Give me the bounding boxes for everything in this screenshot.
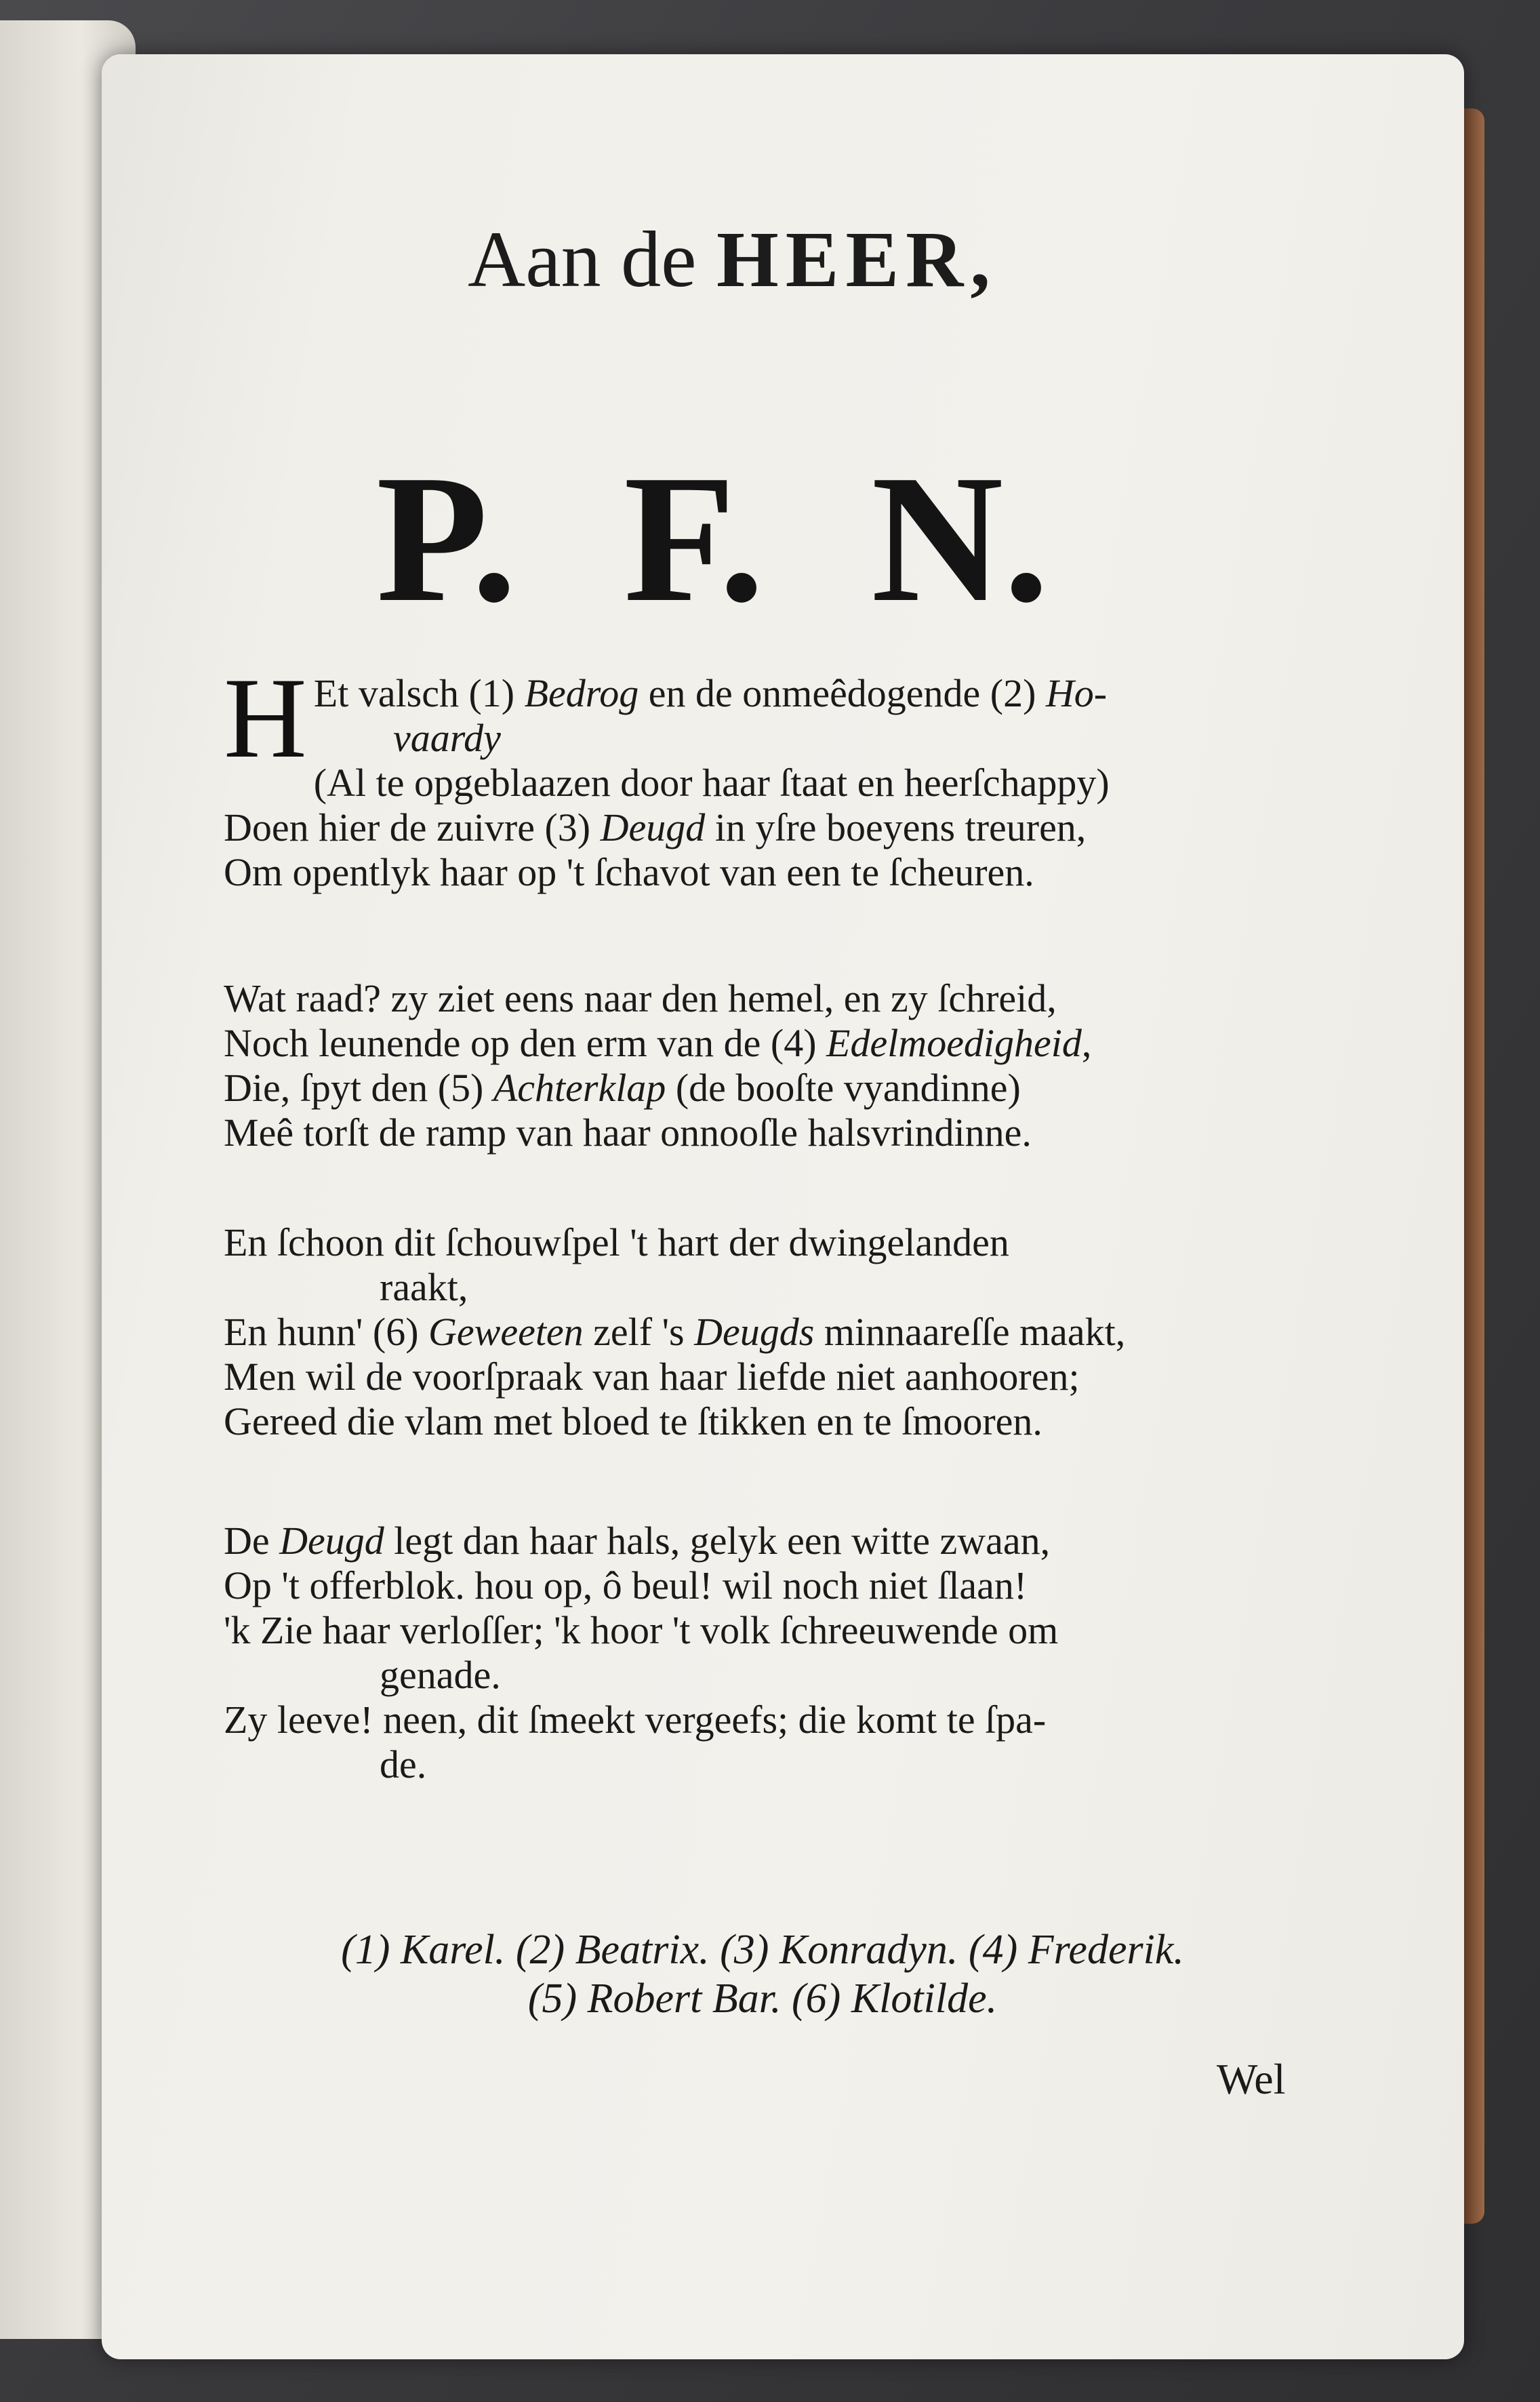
footnote-line: (5) Robert Bar. (6) Klotilde. [527,1976,998,2022]
heading-name: HEER, [716,215,997,304]
footnote-line: (1) Karel. (2) Beatrix. (3) Konradyn. (4) Frederik. [341,1927,1184,1973]
verse-line [224,1310,1322,1355]
italic-name: Edelmoedigheid [826,1021,1082,1065]
verse-text: Meê torſt de ramp van haar onnooſle halsvrindinne. [224,1110,1032,1155]
italic-name: vaardy [393,716,501,760]
verse-text: De [224,1519,280,1563]
verse-text: (Al te opgeblaazen door haar ſtaat en heerſchappy) [313,761,1110,805]
verse-line [224,1742,1322,1787]
stanza-3 [224,1220,1322,1444]
verse-text: en de onmeêdogende (2) [639,671,1046,715]
verse-line [224,1110,1322,1155]
page-heading [468,214,1146,306]
verse-line [224,1698,1322,1742]
verse-text: zelf 's [583,1310,695,1354]
verse-line [224,1021,1322,1066]
verse-text: de. [380,1742,427,1786]
verse-text: Noch leunende op den erm van de (4) [224,1021,827,1065]
verse-text: minnaareſſe maakt, [814,1310,1126,1354]
verse-text: Die, ſpyt den (5) [224,1066,493,1110]
drop-cap: H [224,654,307,782]
verse-line [224,1220,1322,1265]
verse-line [224,1399,1322,1444]
italic-name: Deugd [279,1519,384,1563]
verse-text: En ſchoon dit ſchouwſpel 't hart der dwingelanden [224,1220,1009,1264]
verse-text: legt dan haar hals, gelyk een witte zwaan, [384,1519,1051,1563]
verse-text: in yſre boeyens treuren, [705,805,1087,849]
verse-line [224,1066,1322,1110]
verse-text: En hunn' (6) [224,1310,429,1354]
verse-text: Om opentlyk haar op 't ſchavot van een te ſcheuren. [224,850,1034,894]
verse-line [224,761,1322,805]
verse-line [224,1519,1322,1563]
verse-text: Men wil de voorſpraak van haar liefde niet aanhooren; [224,1355,1080,1399]
verse-text: Op 't offerblok. hou op, ô beul! wil noch niet ſlaan! [224,1563,1028,1607]
stanza-4 [224,1519,1322,1787]
verse-line [224,976,1322,1021]
dedication-initials: P. F. N. [376,437,1049,640]
verse-text: raakt, [380,1265,468,1309]
verse-line [224,1355,1322,1399]
italic-name: Bedrog [524,671,639,715]
verse-text: Zy leeve! neen, dit ſmeekt vergeefs; die komt te ſpa- [224,1698,1047,1742]
italic-name: Deugd [600,805,706,849]
italic-name: Geweeten [428,1310,584,1354]
verse-line [224,850,1322,895]
verse-line [224,1653,1322,1698]
footnotes [203,1925,1322,2023]
verse-text: Et valsch (1) [313,671,525,715]
stanza-2 [224,976,1322,1155]
verse-line [224,1563,1322,1608]
verse-text: Gereed die vlam met bloed te ſtikken en te ſmooren. [224,1399,1042,1443]
verse-text: 'k Zie haar verloſſer; 'k hoor 't volk ſchreeuwende om [224,1608,1059,1652]
verse-line [224,716,1322,761]
verse-line [224,671,1322,716]
verse-line [224,1608,1322,1653]
verse-text: genade. [380,1653,501,1697]
italic-name: Ho- [1045,671,1108,715]
verse-text: (de booſte vyandinne) [666,1066,1021,1110]
book-page [102,54,1464,2359]
verse-text: Wat raad? zy ziet eens naar den hemel, en zy ſchreid, [224,976,1057,1020]
italic-name: Achterklap [493,1066,666,1110]
stanza-1 [224,654,1322,895]
catchword: Wel [1217,2055,1286,2103]
verse-line [224,1265,1322,1310]
heading-prefix: Aan de [468,215,697,304]
verse-line [224,805,1322,850]
verse-text: , [1081,1021,1092,1065]
italic-name: Deugds [694,1310,815,1354]
verse-text: Doen hier de zuivre (3) [224,805,601,849]
